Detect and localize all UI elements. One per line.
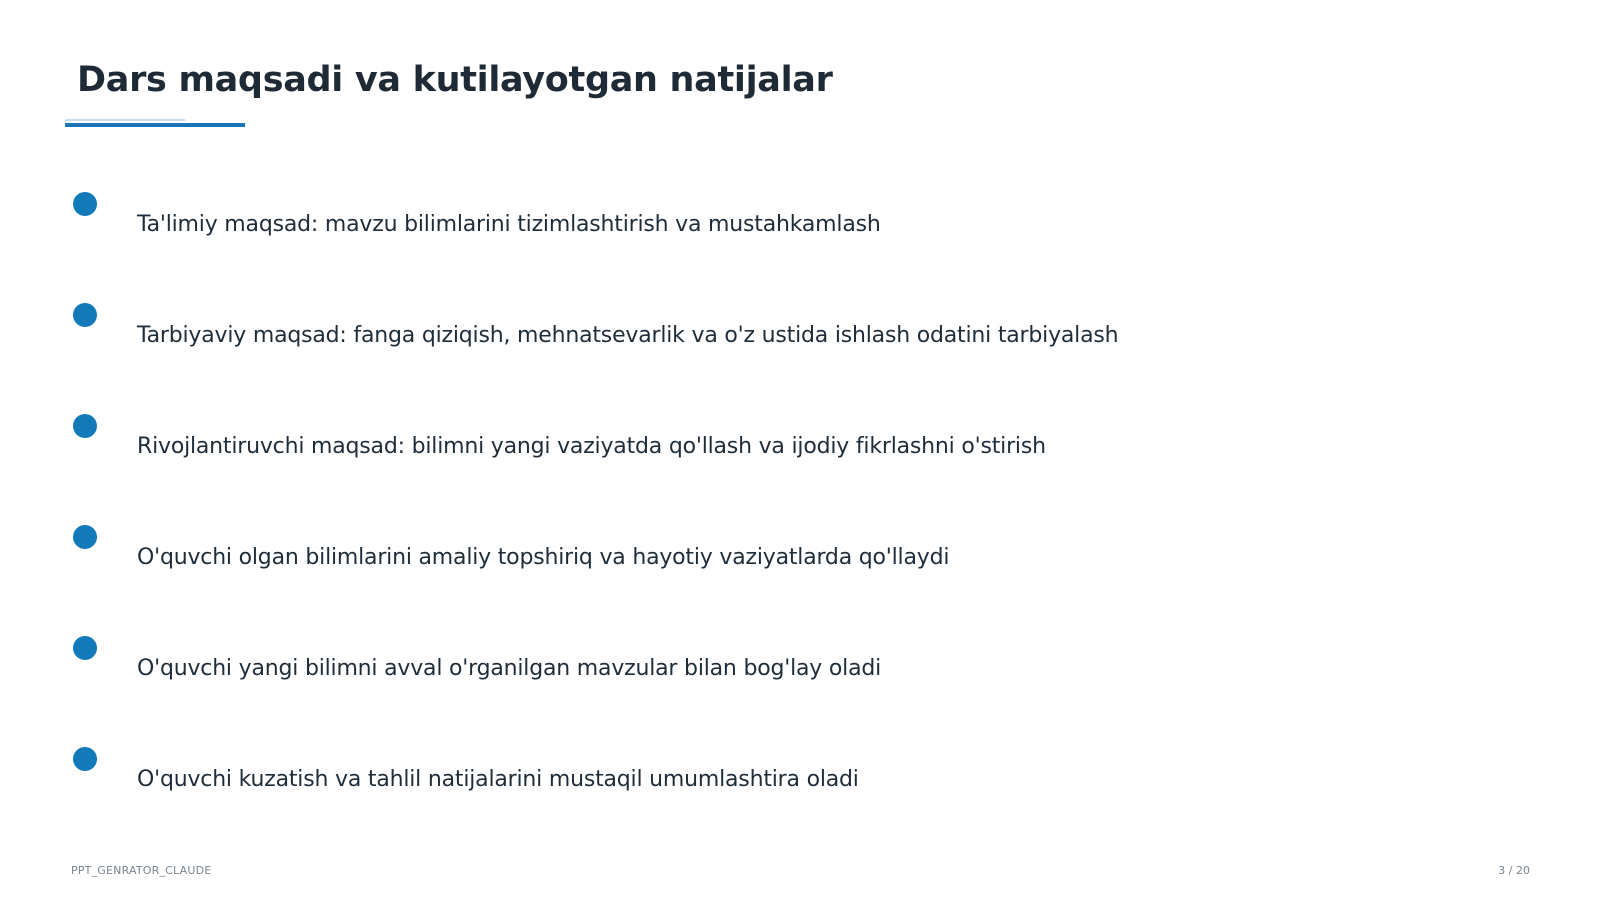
bullet-dot-icon (73, 525, 97, 549)
bullet-item-6 (73, 747, 1473, 807)
title-underline (65, 123, 245, 127)
bullet-item-2 (73, 303, 1473, 363)
bullet-dot-icon (73, 192, 97, 216)
bullet-dot-icon (73, 747, 97, 771)
slide-title: Dars maqsadi va kutilayotgan natijalar (77, 60, 833, 100)
footer-brand: PPT_GENRATOR_CLAUDE (71, 864, 212, 877)
bullet-text: Rivojlantiruvchi maqsad: bilimni yangi vaziyatda qo'llash va ijodiy fikrlashni o'stirish (137, 434, 1046, 459)
bullet-item-5 (73, 636, 1473, 696)
bullet-text: Ta'limiy maqsad: mavzu bilimlarini tizimlashtirish va mustahkamlash (137, 212, 881, 237)
bullet-text: O'quvchi kuzatish va tahlil natijalarini mustaqil umumlashtira oladi (137, 767, 859, 792)
bullet-text: O'quvchi olgan bilimlarini amaliy topshiriq va hayotiy vaziyatlarda qo'llaydi (137, 545, 950, 570)
bullet-dot-icon (73, 303, 97, 327)
bullet-text: O'quvchi yangi bilimni avval o'rganilgan mavzular bilan bog'lay oladi (137, 656, 882, 681)
bullet-item-4 (73, 525, 1473, 585)
bullet-item-1 (73, 192, 1473, 252)
bullet-dot-icon (73, 636, 97, 660)
page-indicator: 3 / 20 (1498, 864, 1530, 877)
bullet-text: Tarbiyaviy maqsad: fanga qiziqish, mehnatsevarlik va o'z ustida ishlash odatini tarbiyalash (137, 323, 1119, 348)
bullet-dot-icon (73, 414, 97, 438)
title-underline-shadow (65, 119, 185, 121)
bullet-item-3 (73, 414, 1473, 474)
